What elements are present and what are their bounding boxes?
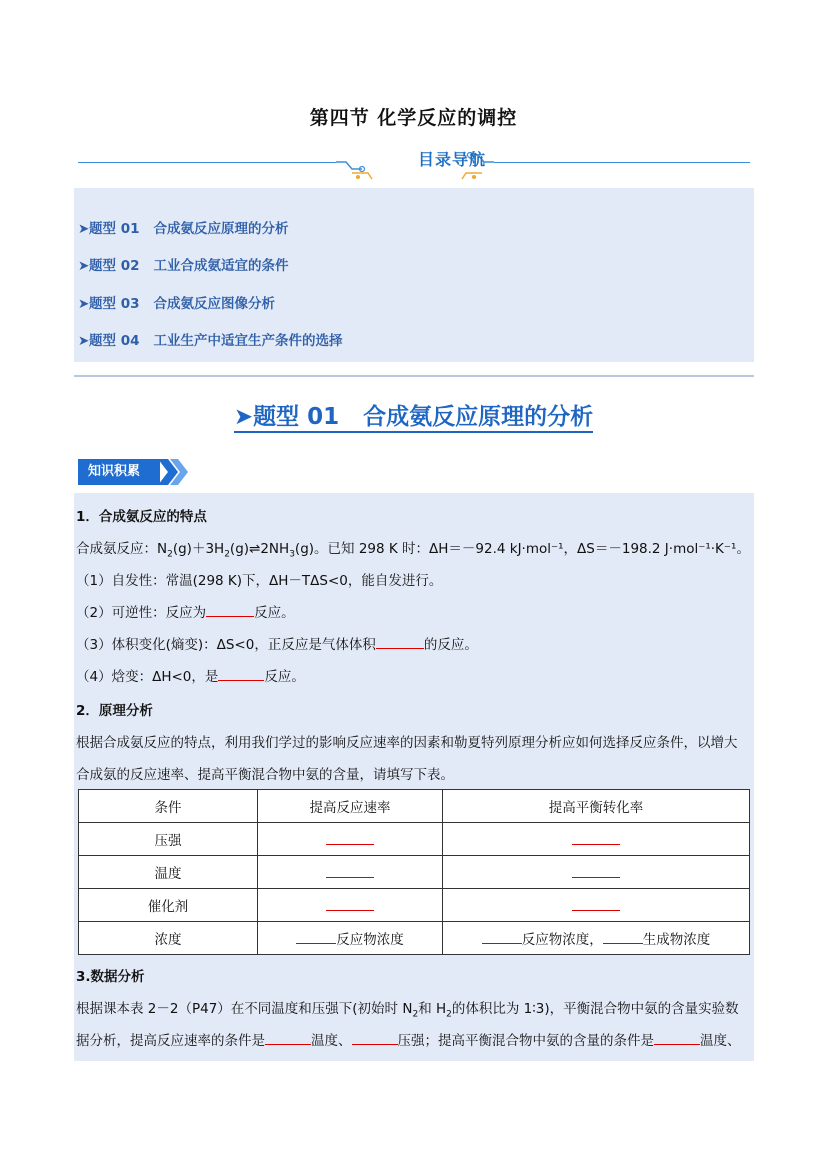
- knowledge-tag-label: 知识积累: [78, 459, 160, 485]
- blank[interactable]: [326, 896, 374, 911]
- toc-banner: [78, 143, 750, 185]
- page-title: 第四节 化学反应的调控: [309, 107, 518, 129]
- table-row-label: 浓度: [79, 922, 258, 955]
- s2-text2: 合成氨的反应速率、提高平衡混合物中氨的含量，请填写下表。: [76, 767, 454, 783]
- table-row-label: 催化剂: [79, 889, 258, 922]
- table-header-row: [79, 790, 750, 823]
- arrow-icon: ➤: [233, 404, 254, 430]
- blank[interactable]: [352, 1032, 398, 1045]
- s2-text1: 根据合成氨反应的特点，利用我们学过的影响反应速率的因素和勒夏特列原理分析应如何选择反应条件，以增大: [76, 735, 738, 751]
- blank[interactable]: [326, 830, 374, 845]
- s1-heading: 1．合成氨反应的特点: [76, 509, 207, 525]
- s1-p2: （2）可逆性：反应为 反应。: [76, 605, 295, 621]
- conditions-table: [78, 789, 750, 955]
- table-row: [79, 856, 750, 889]
- s3-text2: 据分析，提高反应速率的条件是 温度、 压强；提高平衡混合物中氨的含量的条件是 温度、: [76, 1033, 741, 1049]
- toc-banner-label: 目录导航: [417, 150, 487, 169]
- blank[interactable]: [572, 830, 620, 845]
- s1-p1: （1）自发性：常温(298 K)下，ΔH－TΔS<0，能自发进行。: [76, 573, 443, 589]
- toc-item-4[interactable]: ➤题型 04 工业生产中适宜生产条件的选择: [78, 333, 343, 349]
- blank[interactable]: [572, 863, 620, 878]
- blank[interactable]: [654, 1032, 700, 1045]
- section-heading: ➤题型 01 合成氨反应原理的分析: [0, 398, 827, 431]
- table-row: [79, 889, 750, 922]
- knowledge-tag: [78, 459, 190, 485]
- table-header: 提高反应速率: [258, 790, 443, 823]
- arrow-icon: ➤: [78, 258, 90, 274]
- content-box: [74, 493, 754, 1061]
- arrow-icon: ➤: [78, 296, 90, 312]
- blank[interactable]: [206, 604, 254, 617]
- toc-item-1[interactable]: ➤题型 01 合成氨反应原理的分析: [78, 221, 289, 237]
- table-header: 提高平衡转化率: [443, 790, 750, 823]
- blank[interactable]: [265, 1032, 311, 1045]
- s1-p4: （4）焓变：ΔH<0，是 反应。: [76, 669, 305, 685]
- toc-item-3[interactable]: ➤题型 03 合成氨反应图像分析: [78, 296, 275, 312]
- blank[interactable]: [296, 929, 336, 944]
- table-row-label: 压强: [79, 823, 258, 856]
- double-chevron-icon: [158, 459, 190, 485]
- s3-text1: 根据课本表 2－2（P47）在不同温度和压强下(初始时 $N_2$和 $H_2$的体积比为 1∶3)，平衡混合物中氨的含量实验数: [76, 1001, 739, 1020]
- blank[interactable]: [482, 929, 522, 944]
- section-divider: [74, 375, 754, 377]
- table-row-label: 温度: [79, 856, 258, 889]
- blank[interactable]: [218, 668, 264, 681]
- toc-box: [74, 188, 754, 362]
- circuit-decoration-icon: [78, 143, 750, 185]
- toc-item-2[interactable]: ➤题型 02 工业合成氨适宜的条件: [78, 258, 289, 274]
- arrow-icon: ➤: [78, 333, 90, 349]
- blank[interactable]: [326, 863, 374, 878]
- table-row: 浓度 反应物浓度 反应物浓度， 生成物浓度: [79, 922, 750, 955]
- arrow-icon: ➤: [78, 221, 90, 237]
- blank[interactable]: [603, 929, 643, 944]
- blank[interactable]: [376, 636, 424, 649]
- s2-heading: 2．原理分析: [76, 703, 153, 719]
- s3-heading: 3.数据分析: [76, 969, 145, 985]
- blank[interactable]: [572, 896, 620, 911]
- table-row: [79, 823, 750, 856]
- s1-p3: （3）体积变化(熵变)：ΔS<0，正反应是气体体积 的反应。: [76, 637, 478, 653]
- table-header: 条件: [79, 790, 258, 823]
- s1-equation: 合成氨反应：$N_2(g)+3H_2(g)\rightleftharpoons 2NH_3(g)$。已知 298 K 时：ΔH＝－92.4 kJ·mol⁻¹，ΔS＝－198.2 J·mol⁻¹·K⁻¹。: [76, 541, 750, 560]
